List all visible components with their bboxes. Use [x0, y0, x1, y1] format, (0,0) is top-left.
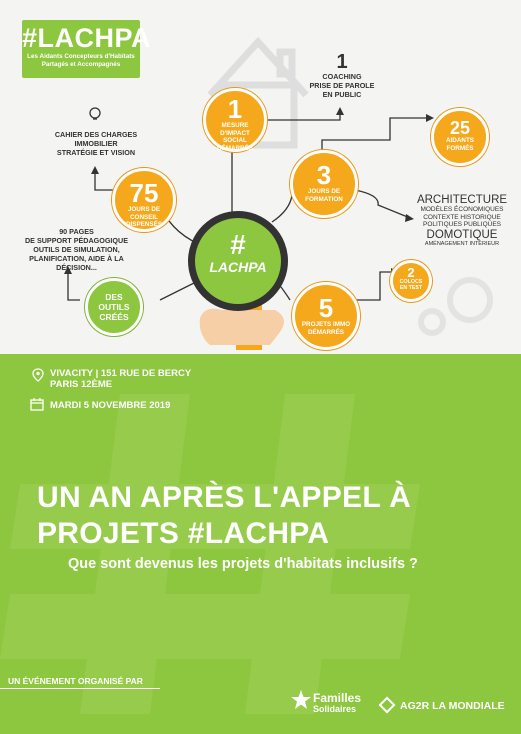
- cahier-line1: CAHIER DES CHARGES: [54, 130, 138, 139]
- stat-colocs: [390, 260, 432, 302]
- venue-line2: PARIS 12ÈME: [50, 379, 113, 390]
- pages-block: [14, 227, 139, 272]
- conseil-number: 75: [129, 178, 159, 208]
- pages-line1: 90 PAGES: [59, 227, 94, 236]
- event-panel: [0, 354, 521, 734]
- partner-familles-solidaires: [313, 693, 361, 715]
- topic-contexte: CONTEXTE HISTORIQUE: [423, 213, 501, 221]
- coaching-number: 1: [336, 51, 348, 73]
- topic-modeles: MODÈLES ÉCONOMIQUES: [420, 206, 504, 213]
- gear-icon: [421, 280, 490, 333]
- coaching-line2: PRISE DE PAROLE: [309, 81, 375, 90]
- cahier-line2: IMMOBILIER: [74, 139, 118, 148]
- venue-icon: [32, 368, 44, 387]
- cahier-block: [40, 130, 152, 157]
- logo-subtitle-1: Les Aidants Concepteurs d'Habitats: [27, 53, 135, 60]
- outils-line1: DES: [105, 292, 123, 302]
- projets-line1: PROJETS IMMO: [301, 321, 351, 328]
- lightbulb-icon: [90, 108, 100, 119]
- pages-line5: DÉCISION...: [56, 263, 97, 272]
- venue-block: [50, 368, 191, 390]
- mesure-line1: MESURE D'IMPACT: [220, 122, 250, 137]
- center-lachpa-badge: [188, 211, 288, 311]
- stat-conseil: [112, 168, 176, 232]
- formation-line1: JOURS DE: [307, 188, 341, 195]
- familles-solidaires-logo-icon: [290, 689, 312, 716]
- partner1-line2: Solidaires: [313, 704, 357, 714]
- outils-line3: CRÉÉS: [99, 312, 129, 322]
- topics-block: [412, 194, 512, 248]
- venue-line1: VIVACITY | 151 RUE DE BERCY: [50, 368, 192, 379]
- stat-mesure-impact: [203, 88, 267, 152]
- coaching-line3: EN PUBLIC: [322, 90, 362, 99]
- topic-architecture: ARCHITECTURE: [416, 194, 508, 206]
- organized-by-label: UN ÉVÉNEMENT ORGANISÉ PAR: [8, 676, 143, 686]
- colocs-number: 2: [407, 265, 415, 280]
- partner1-line1: Familles: [313, 691, 362, 705]
- outils-line2: OUTILS: [98, 302, 130, 312]
- aidants-number: 25: [449, 118, 471, 138]
- stat-outils: [85, 278, 143, 336]
- conseil-line2: DISPENSÉS: [125, 221, 163, 228]
- projets-line2: DÉMARRÉS: [307, 328, 345, 336]
- event-date: MARDI 5 NOVEMBRE 2019: [50, 400, 171, 411]
- divider: [0, 688, 160, 689]
- headline-line1: UN AN APRÈS L'APPEL À: [37, 481, 412, 514]
- formation-number: 3: [316, 160, 332, 190]
- stat-formation: [290, 150, 358, 218]
- mesure-line2: SOCIAL: [223, 137, 247, 144]
- colocs-line2: EN TEST: [399, 285, 423, 291]
- formation-line2: FORMATION: [305, 195, 343, 203]
- headline-line2: PROJETS #LACHPA: [37, 517, 330, 550]
- logo-title: #LACHPA: [22, 23, 152, 53]
- mesure-line3: DÉMARRÉE: [216, 144, 254, 152]
- topic-domotique: DOMOTIQUE: [426, 228, 498, 241]
- cahier-line3: STRATÉGIE ET VISION: [56, 148, 136, 157]
- stat-projets: [292, 282, 360, 350]
- coaching-block: [292, 52, 392, 99]
- pages-line2: DE SUPPORT PÉDAGOGIQUE: [24, 236, 129, 245]
- logo-subtitle-2: Partagés et Accompagnés: [41, 61, 121, 68]
- coaching-line1: COACHING: [322, 72, 362, 81]
- pages-line4: PLANIFICATION, AIDE À LA: [29, 254, 124, 263]
- pages-line3: OUTILS DE SIMULATION,: [33, 245, 120, 254]
- center-name: LACHPA: [209, 259, 267, 275]
- mesure-number: 1: [227, 94, 243, 124]
- topic-politiques: POLITIQUES PUBLIQUES: [422, 221, 502, 228]
- center-hash: #: [230, 229, 246, 260]
- conseil-line1: JOURS DE CONSEIL: [127, 206, 161, 221]
- topic-amenagement: AMÉNAGEMENT INTÉRIEUR: [424, 240, 500, 247]
- aidants-line1: AIDANTS: [446, 137, 474, 144]
- headline-subtitle: Que sont devenus les projets d'habitats inclusifs ?: [68, 556, 418, 572]
- partner-ag2r: AG2R LA MONDIALE: [400, 700, 505, 712]
- projets-number: 5: [318, 293, 334, 323]
- ag2r-logo-icon: [378, 696, 396, 719]
- colocs-line1: COLOCS: [399, 279, 423, 285]
- lachpa-logo: [22, 20, 152, 78]
- calendar-icon: [30, 398, 44, 416]
- stat-aidants: [431, 108, 489, 166]
- aidants-line2: FORMÉS: [446, 144, 474, 152]
